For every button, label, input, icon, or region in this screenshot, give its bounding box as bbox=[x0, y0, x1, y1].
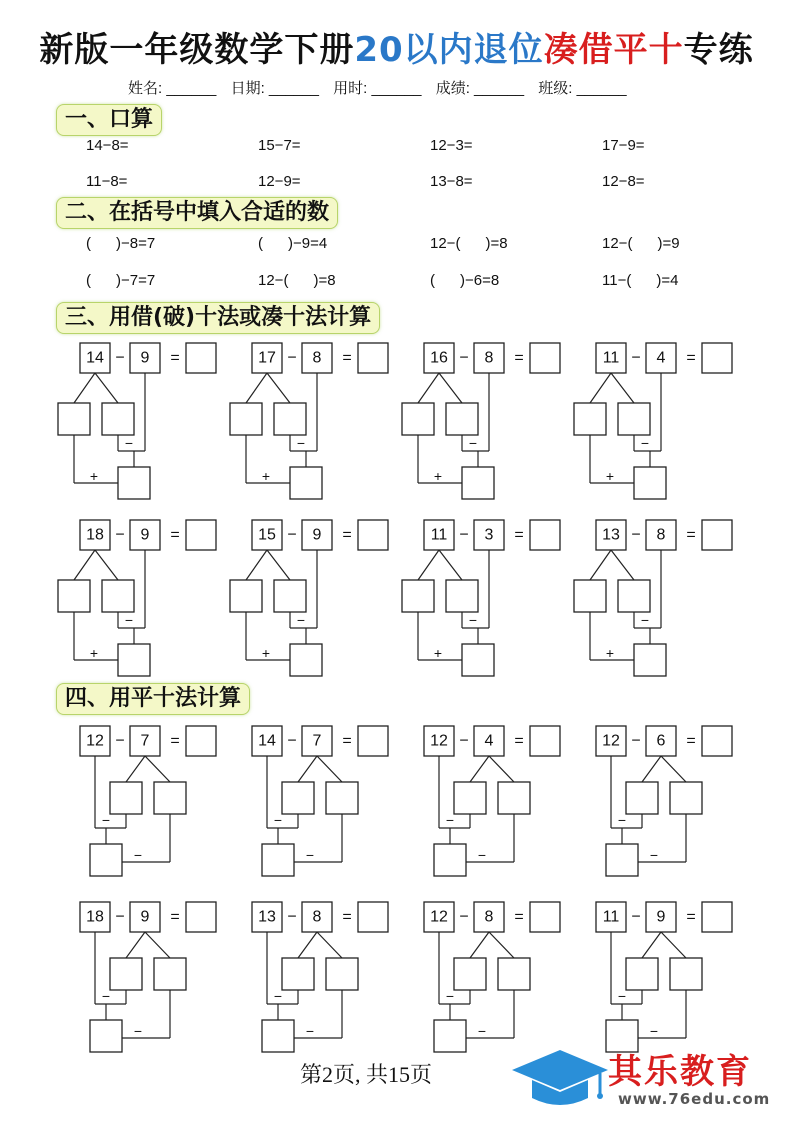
connector-line bbox=[145, 932, 170, 958]
split-ones-box[interactable] bbox=[446, 580, 478, 612]
connector-line bbox=[267, 550, 290, 580]
minus-sign: − bbox=[115, 732, 125, 750]
minuend-number: 16 bbox=[430, 349, 448, 367]
minus-sign: − bbox=[287, 526, 297, 544]
minus-sign: − bbox=[296, 435, 306, 451]
equals-sign: = bbox=[342, 732, 352, 750]
split-ones-box[interactable] bbox=[274, 580, 306, 612]
section-fill-header: 二、在括号中填入合适的数 bbox=[56, 197, 338, 229]
minus-sign: − bbox=[477, 847, 487, 863]
minus-sign: − bbox=[124, 435, 134, 451]
difference-box[interactable] bbox=[290, 644, 322, 676]
intermediate-box[interactable] bbox=[90, 1020, 122, 1052]
name-field[interactable]: 姓名: ______ bbox=[128, 80, 217, 97]
minuend-number: 11 bbox=[430, 526, 448, 544]
connector-line bbox=[74, 373, 95, 403]
minuend-number: 12 bbox=[430, 908, 448, 926]
title-part-grade: 新版一年级数学下册 bbox=[39, 30, 355, 70]
answer-box[interactable] bbox=[530, 726, 560, 756]
split-left-box[interactable] bbox=[454, 782, 486, 814]
minus-sign: − bbox=[305, 1023, 315, 1039]
subtrahend-number: 4 bbox=[656, 349, 666, 367]
connector-line bbox=[418, 550, 439, 580]
plus-sign: + bbox=[89, 645, 99, 661]
equals-sign: = bbox=[170, 349, 180, 367]
oral-problem: 12−9= bbox=[258, 173, 301, 190]
intermediate-box[interactable] bbox=[434, 1020, 466, 1052]
title-part-practice: 专练 bbox=[683, 30, 754, 70]
equals-sign: = bbox=[514, 732, 524, 750]
connector-line bbox=[642, 756, 661, 782]
minus-sign: − bbox=[287, 908, 297, 926]
answer-box[interactable] bbox=[702, 726, 732, 756]
oral-problem: 15−7= bbox=[258, 137, 301, 154]
split-left-box[interactable] bbox=[282, 782, 314, 814]
connector-line bbox=[489, 932, 514, 958]
answer-box[interactable] bbox=[358, 902, 388, 932]
intermediate-box[interactable] bbox=[90, 844, 122, 876]
subtrahend-number: 8 bbox=[312, 349, 322, 367]
connector-line bbox=[590, 550, 611, 580]
minus-sign: − bbox=[133, 847, 143, 863]
subtrahend-number: 6 bbox=[656, 732, 666, 750]
subtrahend-number: 8 bbox=[484, 349, 494, 367]
minuend-number: 18 bbox=[86, 526, 104, 544]
subtrahend-number: 4 bbox=[484, 732, 494, 750]
equals-sign: = bbox=[686, 349, 696, 367]
minus-sign: − bbox=[124, 612, 134, 628]
minus-sign: − bbox=[133, 1023, 143, 1039]
split-left-box[interactable] bbox=[110, 958, 142, 990]
equals-sign: = bbox=[342, 349, 352, 367]
brand-name: 其乐教育 bbox=[608, 1052, 752, 1092]
minus-sign: − bbox=[459, 349, 469, 367]
minus-sign: − bbox=[305, 847, 315, 863]
connector-line bbox=[246, 373, 267, 403]
equals-sign: = bbox=[686, 732, 696, 750]
split-left-box[interactable] bbox=[110, 782, 142, 814]
split-ones-box[interactable] bbox=[618, 403, 650, 435]
minus-sign: − bbox=[631, 526, 641, 544]
difference-box[interactable] bbox=[462, 467, 494, 499]
class-field[interactable]: 班级: ______ bbox=[538, 80, 627, 97]
answer-box[interactable] bbox=[702, 520, 732, 550]
split-left-box[interactable] bbox=[454, 958, 486, 990]
difference-box[interactable] bbox=[118, 644, 150, 676]
subtrahend-number: 7 bbox=[140, 732, 150, 750]
intermediate-box[interactable] bbox=[262, 1020, 294, 1052]
split-tens-box[interactable] bbox=[402, 403, 434, 435]
fill-problem: 12−( )=8 bbox=[258, 272, 336, 289]
connector-line bbox=[642, 932, 661, 958]
answer-box[interactable] bbox=[358, 343, 388, 373]
score-field[interactable]: 成绩: ______ bbox=[435, 80, 525, 97]
connector-line bbox=[470, 756, 489, 782]
minus-sign: − bbox=[445, 988, 455, 1004]
oral-problem: 12−8= bbox=[602, 173, 645, 190]
split-right-box[interactable] bbox=[670, 782, 702, 814]
split-right-box[interactable] bbox=[154, 958, 186, 990]
minus-sign: − bbox=[273, 812, 283, 828]
split-ones-box[interactable] bbox=[102, 580, 134, 612]
split-left-box[interactable] bbox=[282, 958, 314, 990]
section-oral-header: 一、口算 bbox=[56, 104, 162, 136]
connector-line bbox=[489, 756, 514, 782]
plus-sign: + bbox=[433, 468, 443, 484]
minus-sign: − bbox=[459, 732, 469, 750]
minus-sign: − bbox=[640, 435, 650, 451]
equals-sign: = bbox=[514, 908, 524, 926]
plus-sign: + bbox=[261, 468, 271, 484]
minus-sign: − bbox=[115, 908, 125, 926]
plus-sign: + bbox=[433, 645, 443, 661]
split-tens-box[interactable] bbox=[58, 580, 90, 612]
minus-sign: − bbox=[459, 526, 469, 544]
subtrahend-number: 9 bbox=[140, 349, 150, 367]
answer-box[interactable] bbox=[530, 520, 560, 550]
connector-line bbox=[298, 932, 317, 958]
section-level-ten-header: 四、用平十法计算 bbox=[56, 683, 250, 715]
difference-box[interactable] bbox=[290, 467, 322, 499]
split-left-box[interactable] bbox=[626, 958, 658, 990]
minus-sign: − bbox=[617, 988, 627, 1004]
equals-sign: = bbox=[686, 526, 696, 544]
connector-line bbox=[611, 373, 634, 403]
equals-sign: = bbox=[686, 908, 696, 926]
subtrahend-number: 8 bbox=[656, 526, 666, 544]
connector-line bbox=[439, 550, 462, 580]
minus-sign: − bbox=[287, 732, 297, 750]
minuend-number: 13 bbox=[602, 526, 620, 544]
intermediate-box[interactable] bbox=[262, 844, 294, 876]
subtrahend-number: 8 bbox=[312, 908, 322, 926]
equals-sign: = bbox=[514, 349, 524, 367]
minuend-number: 12 bbox=[86, 732, 104, 750]
subtrahend-number: 3 bbox=[484, 526, 494, 544]
split-right-box[interactable] bbox=[326, 958, 358, 990]
fill-problem: 12−( )=9 bbox=[602, 235, 680, 252]
connector-line bbox=[126, 756, 145, 782]
fill-problem: ( )−7=7 bbox=[86, 272, 156, 289]
fill-problem: ( )−8=7 bbox=[86, 235, 156, 252]
answer-box[interactable] bbox=[702, 343, 732, 373]
connector-line bbox=[590, 373, 611, 403]
connector-line bbox=[661, 932, 686, 958]
minus-sign: − bbox=[101, 988, 111, 1004]
answer-box[interactable] bbox=[358, 726, 388, 756]
plus-sign: + bbox=[605, 468, 615, 484]
split-tens-box[interactable] bbox=[574, 403, 606, 435]
equals-sign: = bbox=[170, 908, 180, 926]
subtrahend-number: 7 bbox=[312, 732, 322, 750]
split-ones-box[interactable] bbox=[102, 403, 134, 435]
minus-sign: − bbox=[468, 612, 478, 628]
oral-problem: 14−8= bbox=[86, 137, 129, 154]
minus-sign: − bbox=[649, 847, 659, 863]
oral-problem: 13−8= bbox=[430, 173, 473, 190]
brand-logo bbox=[510, 1040, 790, 1118]
minus-sign: − bbox=[101, 812, 111, 828]
date-field[interactable]: 日期: ______ bbox=[230, 80, 319, 97]
title-part-method: 凑借平十 bbox=[543, 30, 684, 70]
equals-sign: = bbox=[170, 526, 180, 544]
connector-line bbox=[470, 932, 489, 958]
minus-sign: − bbox=[115, 349, 125, 367]
minuend-number: 11 bbox=[602, 908, 620, 926]
difference-box[interactable] bbox=[634, 644, 666, 676]
title-part-topic: 20以内退位 bbox=[354, 30, 544, 70]
answer-box[interactable] bbox=[530, 343, 560, 373]
answer-box[interactable] bbox=[530, 902, 560, 932]
intermediate-box[interactable] bbox=[434, 844, 466, 876]
page-footer: 第2页, 共15页 bbox=[300, 1062, 433, 1087]
equals-sign: = bbox=[170, 732, 180, 750]
fill-problem: ( )−9=4 bbox=[258, 235, 328, 252]
split-right-box[interactable] bbox=[498, 958, 530, 990]
minuend-number: 11 bbox=[602, 349, 620, 367]
minuend-number: 15 bbox=[258, 526, 276, 544]
minus-sign: − bbox=[640, 612, 650, 628]
minus-sign: − bbox=[631, 732, 641, 750]
connector-line bbox=[317, 932, 342, 958]
minuend-number: 12 bbox=[430, 732, 448, 750]
split-ones-box[interactable] bbox=[618, 580, 650, 612]
split-ones-box[interactable] bbox=[446, 403, 478, 435]
connector-line bbox=[95, 373, 118, 403]
equals-sign: = bbox=[342, 908, 352, 926]
oral-problem: 17−9= bbox=[602, 137, 645, 154]
section-borrow-ten-header: 三、用借(破)十法或凑十法计算 bbox=[56, 302, 380, 334]
split-tens-box[interactable] bbox=[230, 403, 262, 435]
plus-sign: + bbox=[261, 645, 271, 661]
minus-sign: − bbox=[468, 435, 478, 451]
minuend-number: 12 bbox=[602, 732, 620, 750]
intermediate-box[interactable] bbox=[606, 844, 638, 876]
minus-sign: − bbox=[459, 908, 469, 926]
split-right-box[interactable] bbox=[326, 782, 358, 814]
minus-sign: − bbox=[287, 349, 297, 367]
minuend-number: 17 bbox=[258, 349, 276, 367]
difference-box[interactable] bbox=[462, 644, 494, 676]
difference-box[interactable] bbox=[118, 467, 150, 499]
oral-problem: 11−8= bbox=[86, 173, 128, 190]
minus-sign: − bbox=[631, 908, 641, 926]
subtrahend-number: 9 bbox=[312, 526, 322, 544]
subtrahend-number: 9 bbox=[140, 908, 150, 926]
connector-line bbox=[317, 756, 342, 782]
minuend-number: 13 bbox=[258, 908, 276, 926]
equals-sign: = bbox=[342, 526, 352, 544]
answer-box[interactable] bbox=[186, 902, 216, 932]
split-tens-box[interactable] bbox=[58, 403, 90, 435]
split-left-box[interactable] bbox=[626, 782, 658, 814]
fill-problem: ( )−6=8 bbox=[430, 272, 500, 289]
connector-line bbox=[95, 550, 118, 580]
split-right-box[interactable] bbox=[498, 782, 530, 814]
split-tens-box[interactable] bbox=[402, 580, 434, 612]
connector-line bbox=[74, 550, 95, 580]
minuend-number: 14 bbox=[258, 732, 276, 750]
connector-line bbox=[611, 550, 634, 580]
minus-sign: − bbox=[631, 349, 641, 367]
time-field[interactable]: 用时: ______ bbox=[333, 80, 422, 97]
connector-line bbox=[298, 756, 317, 782]
difference-box[interactable] bbox=[634, 467, 666, 499]
connector-line bbox=[145, 756, 170, 782]
answer-box[interactable] bbox=[186, 520, 216, 550]
connector-line bbox=[126, 932, 145, 958]
fill-problem: 12−( )=8 bbox=[430, 235, 508, 252]
minuend-number: 14 bbox=[86, 349, 104, 367]
answer-box[interactable] bbox=[702, 902, 732, 932]
minus-sign: − bbox=[649, 1023, 659, 1039]
connector-line bbox=[267, 373, 290, 403]
subtrahend-number: 8 bbox=[484, 908, 494, 926]
split-right-box[interactable] bbox=[154, 782, 186, 814]
subtrahend-number: 9 bbox=[656, 908, 666, 926]
equals-sign: = bbox=[514, 526, 524, 544]
minuend-number: 18 bbox=[86, 908, 104, 926]
connector-line bbox=[246, 550, 267, 580]
fill-problem: 11−( )=4 bbox=[602, 272, 679, 289]
split-right-box[interactable] bbox=[670, 958, 702, 990]
minus-sign: − bbox=[617, 812, 627, 828]
answer-box[interactable] bbox=[358, 520, 388, 550]
split-tens-box[interactable] bbox=[574, 580, 606, 612]
minus-sign: − bbox=[477, 1023, 487, 1039]
split-tens-box[interactable] bbox=[230, 580, 262, 612]
connector-line bbox=[418, 373, 439, 403]
minus-sign: − bbox=[115, 526, 125, 544]
oral-problem: 12−3= bbox=[430, 137, 473, 154]
plus-sign: + bbox=[605, 645, 615, 661]
answer-box[interactable] bbox=[186, 343, 216, 373]
connector-line bbox=[439, 373, 462, 403]
split-ones-box[interactable] bbox=[274, 403, 306, 435]
plus-sign: + bbox=[89, 468, 99, 484]
minus-sign: − bbox=[296, 612, 306, 628]
graduation-cap-icon bbox=[510, 1046, 610, 1110]
subtrahend-number: 9 bbox=[140, 526, 150, 544]
brand-url: www.76edu.com bbox=[618, 1090, 771, 1108]
minus-sign: − bbox=[273, 988, 283, 1004]
answer-box[interactable] bbox=[186, 726, 216, 756]
minus-sign: − bbox=[445, 812, 455, 828]
connector-line bbox=[661, 756, 686, 782]
